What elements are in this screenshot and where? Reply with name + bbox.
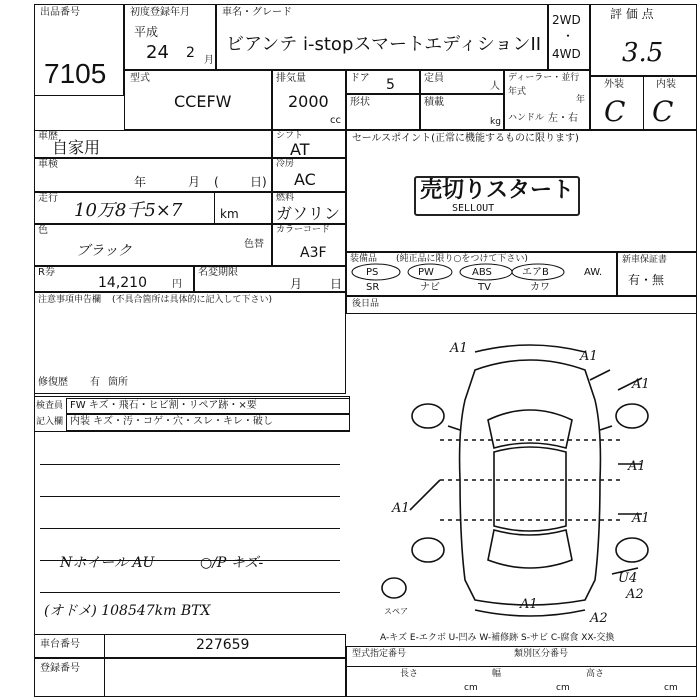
shape-label: 形状 (350, 97, 370, 108)
handle-label: ハンドル (508, 113, 545, 123)
notes-cell (34, 292, 346, 394)
inspection-label: 車検 (38, 159, 58, 170)
mileage-value: 10万8千5×7 (74, 200, 183, 221)
mark-left: A1 (392, 501, 410, 516)
doors-label: ドア (350, 73, 370, 84)
shift-value: AT (290, 140, 310, 159)
equipment-circles (346, 252, 606, 296)
mark-right-3: A1 (632, 511, 650, 526)
wheel-rear-left (412, 538, 444, 562)
wheel-front-right (616, 404, 648, 428)
mark-front-right: A1 (580, 349, 598, 364)
ac-value: AC (294, 170, 316, 189)
displacement-value: 2000 (288, 92, 329, 111)
car-rear-window (488, 530, 572, 568)
chassis-cell (34, 634, 346, 658)
equip-aw: AW. (584, 267, 603, 278)
color-label: 色 (38, 225, 48, 236)
drive-dot: ・ (562, 29, 575, 43)
width-label: 幅 (492, 669, 502, 679)
equip-airbag: エアB (522, 267, 549, 278)
mileage-label: 走行 (38, 193, 58, 204)
equip-kawa: カワ (530, 282, 550, 293)
handwritten-note-2: ○/P キズ- (200, 555, 264, 571)
mark-right-2: A1 (628, 459, 646, 474)
score-label: 評 価 点 (610, 7, 654, 21)
color-value: ブラック (76, 243, 132, 259)
length-unit: cm (464, 683, 478, 693)
cert-label: 型式指定番号 (352, 649, 407, 659)
mark-right-4: U4 (618, 571, 638, 586)
inspection-month: 月 (188, 175, 201, 189)
registration-cell (34, 658, 346, 697)
repair-value: 有 (90, 377, 100, 388)
mark-rear-2: A2 (590, 611, 608, 626)
warranty-label: 新車保証書 (622, 255, 668, 265)
recycle-label: R券 (38, 267, 55, 278)
warranty-value: 有・無 (628, 273, 665, 287)
equip-sr: SR (366, 282, 380, 293)
circle-pw (408, 264, 452, 280)
equip-pw: PW (418, 267, 434, 278)
spare-label: スペア (384, 607, 408, 616)
equip-navi: ナビ (420, 282, 440, 293)
score-value: 3.5 (622, 38, 664, 68)
fuel-label: 燃料 (276, 193, 295, 203)
registration-label: 登録番号 (40, 663, 80, 674)
width-unit: cm (556, 683, 570, 693)
name-grade-label: 車名・グレード (222, 7, 292, 18)
type-value: CCEFW (174, 92, 232, 111)
inspection-paren-open: ( (214, 175, 219, 189)
mark-right-5: A2 (626, 587, 644, 602)
color-change-label: 色替 (244, 239, 264, 250)
notes-label: 注意事項申告欄 (38, 295, 102, 305)
lot-label: 出品番号 (40, 7, 80, 18)
year-value: 24 (146, 42, 169, 63)
capacity-label: 定員 (424, 73, 444, 84)
handwritten-note-1: Nホイール AU (60, 555, 155, 571)
equip-abs: ABS (472, 267, 492, 278)
dealer-label: ディーラー・並行 (508, 73, 580, 83)
fuel-value: ガソリン (276, 204, 341, 223)
circle-ps (352, 264, 400, 280)
mark-front-left: A1 (450, 341, 468, 356)
selling-point-label: セールスポイント(正常に機能するものに限ります) (352, 133, 579, 144)
drive-2wd: 2WD (552, 13, 581, 27)
type-label: 型式 (130, 73, 150, 84)
equipment-note: (純正品に限り○をつけて下さい) (396, 254, 528, 264)
height-unit: cm (664, 683, 678, 693)
sellout-stamp-sub: SELLOUT (452, 203, 495, 214)
inspector-label-1: 検査員 (36, 401, 64, 411)
color-code-value: A3F (300, 245, 327, 261)
mirror-right (600, 426, 612, 430)
mirror-left (448, 426, 460, 430)
displacement-unit: cc (330, 115, 341, 126)
name-change-month: 月 (290, 277, 303, 291)
mileage-unit: km (220, 207, 239, 221)
load-label: 積載 (424, 97, 444, 108)
load-unit: kg (490, 117, 501, 127)
doors-value: 5 (386, 77, 395, 93)
car-roof (494, 447, 566, 531)
capacity-unit: 人 (490, 81, 500, 92)
int-grade: C (652, 95, 674, 128)
name-change-day: 日 (330, 277, 343, 291)
equipment-label: 装備品 (350, 254, 378, 264)
ext-label: 外装 (604, 79, 624, 90)
damage-legend: A-キズ E-エクボ U-凹み W-補修跡 S-サビ C-腐食 XX-交換 (380, 633, 615, 643)
model-name: ビアンテ i-stopスマートエディションII (226, 34, 542, 55)
cert-sub: 類別区分番号 (514, 649, 569, 659)
circle-airbag (512, 264, 564, 280)
length-label: 長さ (400, 669, 419, 679)
lot-number: 7105 (44, 58, 107, 89)
color-cell (34, 224, 272, 266)
year-unit: 年 (576, 95, 586, 105)
equip-tv: TV (478, 282, 491, 293)
recycle-value: 14,210 (98, 275, 147, 291)
color-code-label: カラーコード (276, 225, 331, 235)
ac-label: 冷房 (276, 159, 295, 169)
recycle-unit: 円 (172, 279, 182, 290)
wheel-front-left (412, 404, 444, 428)
drive-4wd: 4WD (552, 47, 581, 61)
chassis-label: 車台番号 (40, 639, 80, 650)
damage-mark-left (410, 480, 440, 510)
inspection-paren-close: ) (262, 175, 267, 189)
fw-line: FW キズ・飛石・ヒビ割・リペア跡・×要 (70, 400, 257, 411)
mark-right-1: A1 (632, 377, 650, 392)
shift-label: シフト (276, 131, 304, 141)
inspector-label-2: 記入欄 (36, 417, 64, 427)
month-unit: 月 (204, 55, 214, 66)
inspection-year: 年 (134, 175, 147, 189)
era-text: 平成 (134, 25, 159, 39)
spare-wheel (382, 578, 406, 598)
inspection-cell (34, 158, 272, 192)
int-label: 内装 (656, 79, 676, 90)
wheel-rear-right (616, 538, 648, 562)
handle-value: 左・右 (548, 113, 578, 124)
history-label: 車歴 (38, 131, 58, 142)
name-change-label: 名変期限 (198, 267, 238, 278)
aftermarket-cell (346, 296, 697, 314)
ext-grade: C (604, 95, 626, 128)
inspection-day: 日 (250, 175, 263, 189)
car-windshield (488, 410, 572, 448)
front-bumper (475, 345, 585, 352)
repair-suffix: 箇所 (108, 377, 128, 388)
month-value: 2 (186, 45, 195, 61)
handwritten-note-3: (オドメ) 108547km BTX (44, 603, 211, 619)
height-label: 高さ (586, 669, 605, 679)
sellout-stamp-main: 売切りスタート (420, 178, 575, 203)
year-label: 年式 (508, 87, 527, 97)
repair-label: 修復歴 (38, 377, 68, 388)
notes-sub: (不具合箇所は具体的に記入して下さい) (112, 295, 273, 305)
first-reg-label: 初度登録年月 (130, 7, 190, 18)
chassis-value: 227659 (196, 637, 250, 653)
aftermarket-label: 後日品 (352, 299, 380, 309)
equip-ps: PS (366, 267, 379, 278)
circle-abs (460, 264, 512, 280)
displacement-label: 排気量 (276, 73, 306, 84)
interior-line: 内装 キズ・汚・コゲ・穴・スレ・キレ・破し (70, 416, 273, 427)
history-value: 自家用 (52, 138, 101, 157)
mark-rear-1: A1 (520, 597, 538, 612)
car-damage-diagram (380, 330, 680, 630)
